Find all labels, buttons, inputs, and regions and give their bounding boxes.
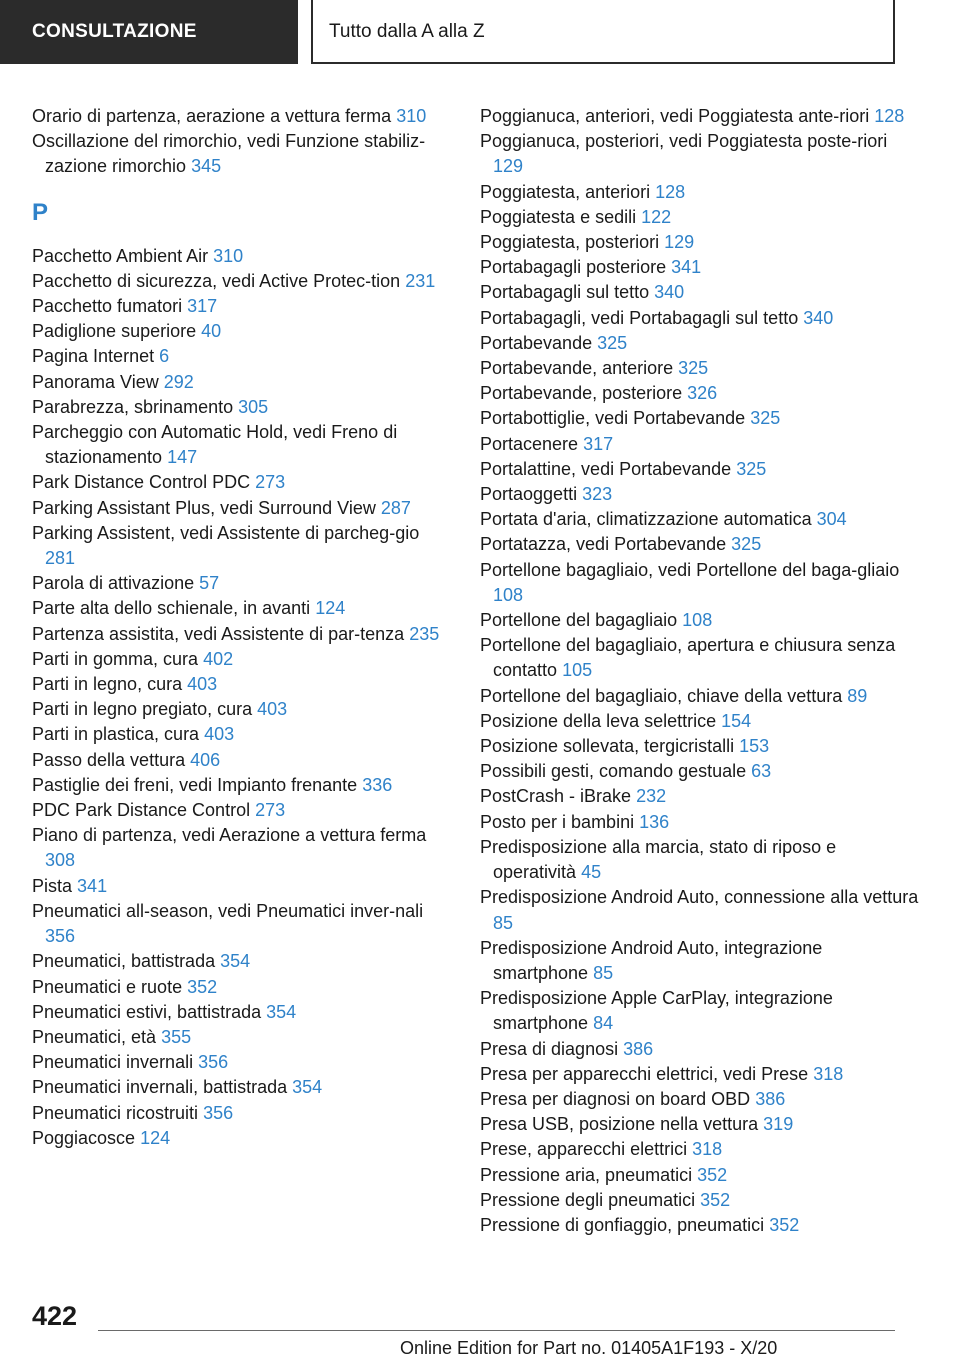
- index-entry: [480, 457, 920, 482]
- index-entry: [480, 1037, 920, 1062]
- index-entry: [32, 129, 452, 179]
- index-entry: [480, 129, 920, 179]
- index-column-right: [480, 104, 920, 1238]
- index-entry-text: Pagina Internet: [32, 346, 155, 367]
- page-reference-link[interactable]: 325: [750, 408, 781, 429]
- index-entry-text: Poggiatesta e sedili: [480, 206, 637, 227]
- page-reference-link[interactable]: 108: [493, 584, 524, 605]
- index-entry: [480, 331, 920, 356]
- page-reference-link[interactable]: 317: [583, 433, 614, 454]
- index-entry-text: Pneumatici estivi, battistrada: [32, 1001, 262, 1022]
- index-entry-text: Posto per i bambini: [480, 811, 635, 832]
- page-reference-link[interactable]: 403: [257, 699, 288, 720]
- page-reference-link[interactable]: 154: [721, 710, 752, 731]
- index-entry: [32, 1000, 452, 1025]
- page-reference-link[interactable]: 6: [159, 346, 170, 367]
- page-reference-link[interactable]: 406: [190, 749, 221, 770]
- page-reference-link[interactable]: 341: [671, 257, 702, 278]
- page-reference-link[interactable]: 325: [731, 534, 762, 555]
- page-reference-link[interactable]: 124: [315, 598, 346, 619]
- index-entry-text: Pneumatici e ruote: [32, 976, 183, 997]
- index-entry-text: Posizione della leva selettrice: [480, 710, 717, 731]
- index-entry-text: Portabevande: [480, 332, 593, 353]
- page-reference-link[interactable]: 352: [700, 1189, 731, 1210]
- page-reference-link[interactable]: 319: [763, 1114, 794, 1135]
- page-reference-link[interactable]: 122: [641, 206, 672, 227]
- index-entry: [480, 885, 920, 935]
- index-entry-text: Oscillazione del rimorchio, vedi Funzione stabiliz-zazione rimorchio: [32, 131, 426, 177]
- page-reference-link[interactable]: 356: [45, 926, 76, 947]
- index-entry-text: Portabevande, posteriore: [480, 383, 683, 404]
- page-reference-link[interactable]: 340: [654, 282, 685, 303]
- index-entry-text: Pacchetto di sicurezza, vedi Active Protec-tion: [32, 270, 401, 291]
- index-letter-heading: P: [32, 198, 49, 226]
- index-entry: [32, 521, 452, 571]
- index-entry: [32, 1126, 452, 1151]
- index-entry-text: Park Distance Control PDC: [32, 472, 251, 493]
- index-entry-text: Portabagagli sul tetto: [480, 282, 650, 303]
- page-reference-link[interactable]: 231: [405, 270, 436, 291]
- index-entry-text: Poggiatesta, posteriori: [480, 232, 660, 253]
- page-reference-link[interactable]: 310: [213, 245, 244, 266]
- index-entry: [32, 344, 452, 369]
- index-entry-text: Parking Assistent, vedi Assistente di parcheg-gio: [32, 522, 420, 543]
- page-reference-link[interactable]: 305: [238, 396, 269, 417]
- page-reference-link[interactable]: 308: [45, 850, 76, 871]
- page-reference-link[interactable]: 129: [664, 232, 695, 253]
- page-reference-link[interactable]: 356: [198, 1052, 229, 1073]
- index-entry: [32, 470, 452, 495]
- index-entry-text: Portabevande, anteriore: [480, 358, 674, 379]
- index-entry-text: Portata d'aria, climatizzazione automatica: [480, 509, 812, 530]
- index-entry: [480, 734, 920, 759]
- index-entry: [480, 709, 920, 734]
- page-reference-link[interactable]: 352: [187, 976, 218, 997]
- page-reference-link[interactable]: 323: [582, 484, 613, 505]
- index-entry-text: Presa USB, posizione nella vettura: [480, 1114, 759, 1135]
- index-entry: [32, 496, 452, 521]
- page-reference-link[interactable]: 317: [187, 296, 218, 317]
- index-entry-text: Poggiatesta, anteriori: [480, 181, 651, 202]
- page-reference-link[interactable]: 356: [203, 1102, 234, 1123]
- page-reference-link[interactable]: 124: [140, 1127, 171, 1148]
- index-entry: [480, 684, 920, 709]
- page-reference-link[interactable]: 45: [581, 862, 602, 883]
- page-reference-link[interactable]: 40: [201, 321, 222, 342]
- index-entry: [32, 1025, 452, 1050]
- index-entry-text: Padiglione superiore: [32, 321, 197, 342]
- section-tab: CONSULTAZIONE: [0, 0, 298, 64]
- page-reference-link[interactable]: 128: [874, 106, 905, 126]
- index-entry-text: Pneumatici invernali, battistrada: [32, 1077, 288, 1098]
- index-entry-text: Parti in legno, cura: [32, 674, 183, 695]
- index-entry: [32, 395, 452, 420]
- index-entry-text: Predisposizione alla marcia, stato di riposo e operatività: [480, 836, 837, 883]
- page-reference-link[interactable]: 318: [692, 1139, 723, 1160]
- index-entry-text: Portabagagli posteriore: [480, 257, 667, 278]
- index-entry-text: Passo della vettura: [32, 749, 186, 770]
- index-entry: [32, 571, 452, 596]
- index-entry: [480, 1062, 920, 1087]
- index-column-left: [32, 104, 452, 1151]
- index-entry: [480, 280, 920, 305]
- index-entry: [32, 798, 452, 823]
- index-entry-text: Portellone del bagagliaio: [480, 610, 678, 631]
- page-reference-link[interactable]: 325: [736, 458, 767, 479]
- page-reference-link[interactable]: 355: [161, 1026, 192, 1047]
- index-entry: [480, 104, 920, 129]
- page-reference-link[interactable]: 105: [562, 660, 593, 681]
- index-entry: [32, 1050, 452, 1075]
- index-entry: [480, 432, 920, 457]
- index-entry: [32, 319, 452, 344]
- index-entry: [480, 255, 920, 280]
- index-entry-text: Predisposizione Apple CarPlay, integrazione smartphone: [480, 988, 833, 1034]
- page-reference-link[interactable]: 287: [380, 497, 411, 518]
- footer-divider: [98, 1330, 895, 1331]
- index-entry: [480, 205, 920, 230]
- index-entry-text: Portellone bagagliaio, vedi Portellone del baga-gliaio: [480, 559, 900, 580]
- page-reference-link[interactable]: 273: [255, 472, 286, 493]
- page-reference-link[interactable]: 325: [678, 358, 709, 379]
- index-entry-text: Parking Assistant Plus, vedi Surround View: [32, 497, 376, 518]
- index-entry: [32, 823, 452, 873]
- index-entry: [480, 406, 920, 431]
- index-entry-text: Predisposizione Android Auto, integrazione smartphone: [480, 937, 823, 983]
- page-reference-link[interactable]: 310: [396, 106, 427, 126]
- index-entry-text: Pacchetto Ambient Air: [32, 245, 209, 266]
- index-entry-text: Pneumatici invernali: [32, 1052, 194, 1073]
- index-entry: [32, 1075, 452, 1100]
- index-entry-text: Partenza assistita, vedi Assistente di par-tenza: [32, 623, 405, 644]
- index-entry-text: PostCrash - iBrake: [480, 786, 632, 807]
- index-entry: [480, 1213, 920, 1238]
- page-reference-link[interactable]: 345: [191, 156, 222, 177]
- index-entry-text: Predisposizione Android Auto, connessione alla vettura: [480, 887, 919, 908]
- index-entry: [480, 936, 920, 986]
- index-entry-text: Pastiglie dei freni, vedi Impianto frenante: [32, 774, 358, 795]
- page-number: 422: [32, 1301, 78, 1331]
- index-entry-text: Pressione aria, pneumatici: [480, 1164, 693, 1185]
- index-entry: [480, 633, 920, 683]
- index-entry: [32, 269, 452, 294]
- index-entry-text: Pista: [32, 875, 73, 896]
- index-entry: [32, 874, 452, 899]
- index-entry-text: Presa per apparecchi elettrici, vedi Prese: [480, 1063, 809, 1084]
- page-reference-link[interactable]: 63: [751, 761, 772, 782]
- index-entry: [480, 759, 920, 784]
- index-entry: [32, 722, 452, 747]
- page-reference-link[interactable]: 84: [593, 1013, 614, 1034]
- index-entry-text: Posizione sollevata, tergicristalli: [480, 736, 735, 757]
- index-entry: [480, 558, 920, 608]
- index-entry: [32, 975, 452, 1000]
- index-entry-text: Portatazza, vedi Portabevande: [480, 534, 727, 555]
- index-entry-text: Parola di attivazione: [32, 573, 195, 594]
- index-entry-text: Portellone del bagagliaio, apertura e chiusura senza contatto: [480, 635, 896, 681]
- index-entry: [480, 608, 920, 633]
- index-entry-text: Orario di partenza, aerazione a vettura ferma: [32, 106, 392, 126]
- index-entry-text: Parcheggio con Automatic Hold, vedi Freno di stazionamento: [32, 422, 398, 468]
- index-entry: [480, 356, 920, 381]
- page-reference-link[interactable]: 402: [203, 648, 234, 669]
- footer-edition-text: Online Edition for Part no. 01405A1F193 - X/20: [400, 1338, 778, 1358]
- index-entry: [32, 596, 452, 621]
- page-reference-link[interactable]: 136: [639, 811, 670, 832]
- index-entry-text: Panorama View: [32, 371, 159, 392]
- page-header: [0, 0, 960, 66]
- page-reference-link[interactable]: 354: [220, 951, 251, 972]
- index-entry-text: Pressione di gonfiaggio, pneumatici: [480, 1214, 765, 1235]
- page-reference-link[interactable]: 153: [739, 736, 770, 757]
- index-entry-text: Pacchetto fumatori: [32, 296, 183, 317]
- page-reference-link[interactable]: 325: [597, 332, 628, 353]
- page-reference-link[interactable]: 354: [292, 1077, 323, 1098]
- index-entry-text: Poggianuca, anteriori, vedi Poggiatesta ante-riori: [480, 106, 870, 126]
- page-reference-link[interactable]: 129: [493, 156, 524, 177]
- page-reference-link[interactable]: 147: [167, 447, 198, 468]
- chapter-title: Tutto dalla A alla Z: [311, 0, 895, 64]
- page-reference-link[interactable]: 352: [697, 1164, 728, 1185]
- index-entry-text: Pneumatici all-season, vedi Pneumatici inver-nali: [32, 900, 424, 921]
- index-entry-text: Portaoggetti: [480, 484, 578, 505]
- index-entry-text: Portalattine, vedi Portabevande: [480, 458, 732, 479]
- index-entry-text: Pneumatici, battistrada: [32, 951, 216, 972]
- index-entry: [32, 697, 452, 722]
- index-entry: [480, 532, 920, 557]
- page-reference-link[interactable]: 57: [199, 573, 220, 594]
- index-entry: [480, 230, 920, 255]
- index-entry-text: PDC Park Distance Control: [32, 800, 251, 821]
- page-reference-link[interactable]: 352: [769, 1214, 800, 1235]
- index-entry: [480, 810, 920, 835]
- index-entry-text: Presa per diagnosi on board OBD: [480, 1088, 751, 1109]
- index-entry: [32, 294, 452, 319]
- index-entry: [480, 1087, 920, 1112]
- index-entry-text: Poggiacosce: [32, 1127, 136, 1148]
- index-entry: [480, 482, 920, 507]
- index-entry: [32, 773, 452, 798]
- index-entry: [480, 180, 920, 205]
- index-entry-text: Pressione degli pneumatici: [480, 1189, 696, 1210]
- index-entry-text: Parti in plastica, cura: [32, 724, 200, 745]
- index-entry-text: Portellone del bagagliaio, chiave della vettura: [480, 685, 843, 706]
- page-reference-link[interactable]: 341: [77, 875, 108, 896]
- page-reference-link[interactable]: 273: [255, 800, 286, 821]
- page-reference-link[interactable]: 403: [187, 674, 218, 695]
- index-entry: [32, 244, 452, 269]
- page-reference-link[interactable]: 85: [493, 912, 514, 933]
- page-reference-link[interactable]: 292: [163, 371, 194, 392]
- page-reference-link[interactable]: 403: [204, 724, 235, 745]
- page-reference-link[interactable]: 304: [816, 509, 847, 530]
- page-reference-link[interactable]: 232: [636, 786, 667, 807]
- index-entry-text: Parabrezza, sbrinamento: [32, 396, 234, 417]
- index-entry: [480, 1112, 920, 1137]
- index-entry-text: Possibili gesti, comando gestuale: [480, 761, 747, 782]
- index-entry-text: Portabagagli, vedi Portabagagli sul tetto: [480, 307, 799, 328]
- index-entry-text: Parti in gomma, cura: [32, 648, 199, 669]
- index-entry-text: Pneumatici ricostruiti: [32, 1102, 199, 1123]
- index-entry: [480, 1188, 920, 1213]
- index-entry: [32, 949, 452, 974]
- page-reference-link[interactable]: 89: [847, 685, 868, 706]
- page-reference-link[interactable]: 354: [266, 1001, 297, 1022]
- index-entry: [480, 1163, 920, 1188]
- index-entry-text: Prese, apparecchi elettrici: [480, 1139, 688, 1160]
- page-reference-link[interactable]: 281: [45, 548, 76, 569]
- index-entry: [32, 647, 452, 672]
- index-entry: [32, 104, 452, 129]
- index-entry: [32, 622, 452, 647]
- index-entry: [480, 784, 920, 809]
- index-entry: [480, 381, 920, 406]
- index-entry-text: Portabottiglie, vedi Portabevande: [480, 408, 746, 429]
- page-reference-link[interactable]: 85: [593, 962, 614, 983]
- index-entry: [480, 835, 920, 885]
- index-entry: [480, 986, 920, 1036]
- page-reference-link[interactable]: 326: [687, 383, 718, 404]
- index-entry-text: Presa di diagnosi: [480, 1038, 619, 1059]
- page-reference-link[interactable]: 386: [623, 1038, 654, 1059]
- index-entry: [32, 370, 452, 395]
- index-entry-text: Parti in legno pregiato, cura: [32, 699, 253, 720]
- page-reference-link[interactable]: 340: [803, 307, 834, 328]
- index-entry: [32, 1101, 452, 1126]
- page-reference-link[interactable]: 386: [755, 1088, 786, 1109]
- index-entry: [480, 306, 920, 331]
- page-reference-link[interactable]: 108: [682, 610, 713, 631]
- index-entry-text: Parte alta dello schienale, in avanti: [32, 598, 311, 619]
- index-entry-text: Piano di partenza, vedi Aerazione a vettura ferma: [32, 825, 427, 846]
- index-entry: [32, 672, 452, 697]
- page-reference-link[interactable]: 318: [813, 1063, 844, 1084]
- index-entry-text: Pneumatici, età: [32, 1026, 157, 1047]
- page-reference-link[interactable]: 235: [409, 623, 440, 644]
- index-entry-text: Portacenere: [480, 433, 579, 454]
- index-entry: [480, 1137, 920, 1162]
- index-entry: [480, 507, 920, 532]
- page-reference-link[interactable]: 128: [655, 181, 686, 202]
- page-reference-link[interactable]: 336: [362, 774, 393, 795]
- index-entry: [32, 420, 452, 470]
- index-entry-text: Poggianuca, posteriori, vedi Poggiatesta poste-riori: [480, 131, 888, 152]
- index-entry: [32, 899, 452, 949]
- index-entry: [32, 748, 452, 773]
